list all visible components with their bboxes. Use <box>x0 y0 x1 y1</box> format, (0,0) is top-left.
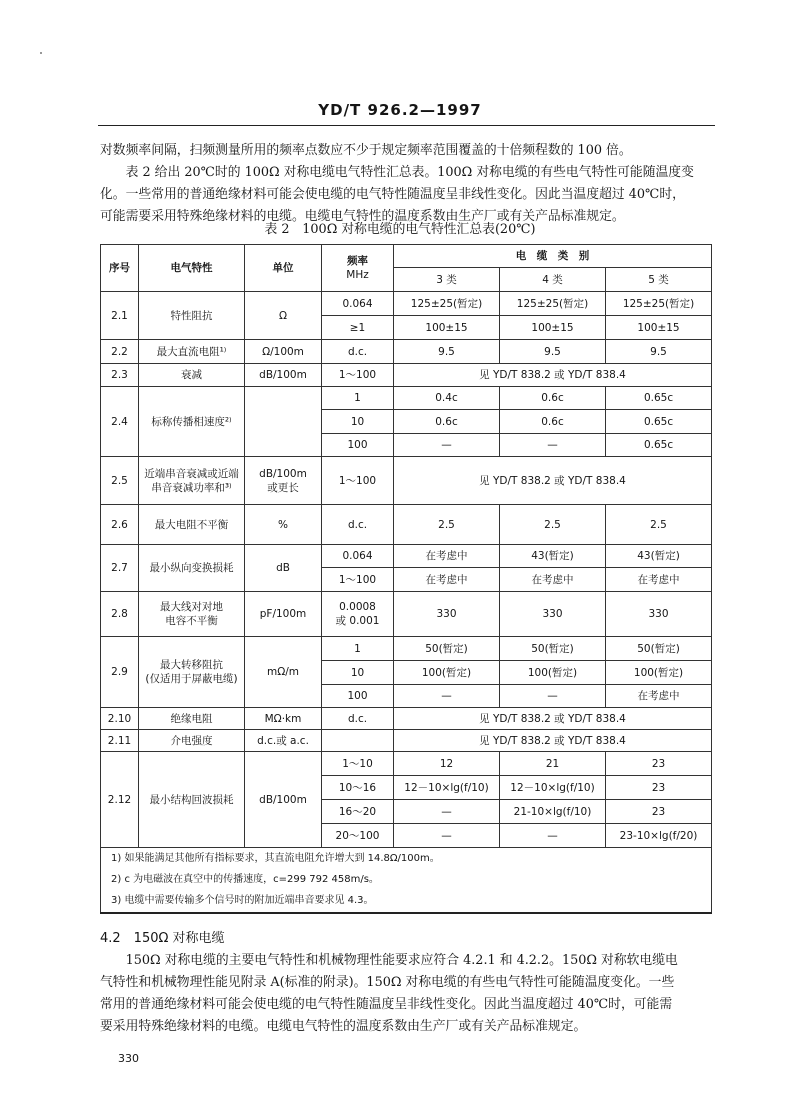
cat3-cell: 0.6c <box>394 410 500 434</box>
cat3-cell: 0.4c <box>394 387 500 410</box>
frequency-cell: 0.064 <box>322 545 394 568</box>
cat4-cell: 125±25(暂定) <box>500 292 606 316</box>
header-cat3: 3 类 <box>394 268 500 292</box>
header-divider <box>98 125 715 126</box>
property-unit: mΩ/m <box>245 637 322 708</box>
property-name: 特性阻抗 <box>139 292 245 340</box>
property-unit: MΩ·km <box>245 708 322 730</box>
section-paragraph <box>100 950 712 1038</box>
header-frequency <box>322 245 394 292</box>
cat5-cell: 0.65c <box>606 434 712 457</box>
frequency-cell: d.c. <box>322 708 394 730</box>
frequency-line: 0.0008 <box>339 601 376 613</box>
frequency-cell: d.c. <box>322 340 394 364</box>
property-unit <box>245 387 322 457</box>
cat4-cell: 21 <box>500 752 606 776</box>
cat5-cell: 在考虑中 <box>606 568 712 592</box>
cat5-cell: 在考虑中 <box>606 685 712 708</box>
cat4-cell: 0.6c <box>500 410 606 434</box>
row-number: 2.8 <box>101 592 139 637</box>
frequency-cell: ≥1 <box>322 316 394 340</box>
frequency-cell: 100 <box>322 685 394 708</box>
intro-paragraph <box>100 140 712 162</box>
row-number: 2.3 <box>101 364 139 387</box>
frequency-cell: 100 <box>322 434 394 457</box>
cat3-cell: 在考虑中 <box>394 568 500 592</box>
property-unit: pF/100m <box>245 592 322 637</box>
cat3-cell: — <box>394 800 500 824</box>
cat4-cell: 100(暂定) <box>500 661 606 685</box>
table-intro-paragraph <box>100 162 712 228</box>
property-name: 标称传播相速度²⁾ <box>139 387 245 457</box>
cat4-cell: 0.6c <box>500 387 606 410</box>
frequency-cell <box>322 592 394 637</box>
property-name-line: (仅适用于屏蔽电缆) <box>145 673 238 685</box>
property-name: 最大电阻不平衡 <box>139 505 245 545</box>
frequency-cell: 1 <box>322 387 394 410</box>
cat5-cell: 23 <box>606 752 712 776</box>
section-heading: 4.2 150Ω 对称电缆 <box>100 931 225 946</box>
paragraph-line: 可能需要采用特殊绝缘材料的电缆。电缆电气特性的温度系数由生产厂或有关产品标准规定。 <box>100 209 625 224</box>
paragraph-line: 常用的普通绝缘材料可能会使电缆的电气特性随温度呈非线性变化。因此当温度超过 40℃时，可能需 <box>100 997 673 1012</box>
row-number: 2.6 <box>101 505 139 545</box>
cat3-cell: 100±15 <box>394 316 500 340</box>
frequency-cell: 1～100 <box>322 364 394 387</box>
cat5-cell: 100±15 <box>606 316 712 340</box>
cat4-cell: 12－10×lg(f/10) <box>500 776 606 800</box>
frequency-cell: d.c. <box>322 505 394 545</box>
property-unit: dB/100m <box>245 364 322 387</box>
cat3-cell: 50(暂定) <box>394 637 500 661</box>
cat3-cell: 100(暂定) <box>394 661 500 685</box>
cat4-cell: 50(暂定) <box>500 637 606 661</box>
row-number: 2.2 <box>101 340 139 364</box>
property-name <box>139 637 245 708</box>
cat3-cell: 125±25(暂定) <box>394 292 500 316</box>
paragraph-line: 化。一些常用的普通绝缘材料可能会使电缆的电气特性随温度呈非线性变化。因此当温度超过 40℃时， <box>100 187 685 202</box>
property-name-line: 串音衰减功率和³⁾ <box>151 481 232 494</box>
table-footnote: 1) 如果能满足其他所有指标要求，其直流电阻允许增大到 14.8Ω/100m。 <box>101 848 712 870</box>
property-name-line: 最大转移阻抗 <box>160 659 223 671</box>
property-unit: Ω <box>245 292 322 340</box>
reference-cell: 见 YD/T 838.2 或 YD/T 838.4 <box>394 364 712 387</box>
property-unit: % <box>245 505 322 545</box>
unit-line: 或更长 <box>267 481 299 494</box>
property-unit: d.c.或 a.c. <box>245 730 322 752</box>
cat5-cell: 50(暂定) <box>606 637 712 661</box>
row-number: 2.1 <box>101 292 139 340</box>
header-frequency-label: 频率 <box>347 255 368 267</box>
frequency-cell: 1～100 <box>322 457 394 505</box>
cat5-cell: 0.65c <box>606 410 712 434</box>
frequency-cell: 10 <box>322 410 394 434</box>
paragraph-line: 要采用特殊绝缘材料的电缆。电缆电气特性的温度系数由生产厂或有关产品标准规定。 <box>100 1019 587 1034</box>
paragraph-line: 气特性和机械物理性能见附录 A(标准的附录)。150Ω 对称电缆的有些电气特性可能随温度变化。一些 <box>100 975 675 990</box>
cat5-cell: 2.5 <box>606 505 712 545</box>
cat4-cell: 100±15 <box>500 316 606 340</box>
cat3-cell: — <box>394 824 500 848</box>
cat4-cell: — <box>500 434 606 457</box>
paragraph-line: 150Ω 对称电缆的主要电气特性和机械物理性能要求应符合 4.2.1 和 4.2.2。150Ω 对称软电缆电 <box>100 953 678 968</box>
row-number: 2.9 <box>101 637 139 708</box>
header-cable-category: 电 缆 类 别 <box>394 245 712 268</box>
reference-cell: 见 YD/T 838.2 或 YD/T 838.4 <box>394 457 712 505</box>
paragraph-line: 对数频率间隔，扫频测量所用的频率点数应不少于规定频率范围覆盖的十倍频程数的 100 倍。 <box>100 143 632 158</box>
row-number: 2.5 <box>101 457 139 505</box>
cat3-cell: 330 <box>394 592 500 637</box>
cat4-cell: 43(暂定) <box>500 545 606 568</box>
row-number: 2.7 <box>101 545 139 592</box>
cat4-cell: 21-10×lg(f/10) <box>500 800 606 824</box>
cat4-cell: 在考虑中 <box>500 568 606 592</box>
cat3-cell: — <box>394 434 500 457</box>
header-cat4: 4 类 <box>500 268 606 292</box>
cat5-cell: 23 <box>606 776 712 800</box>
paragraph-line: 表 2 给出 20℃时的 100Ω 对称电缆电气特性汇总表。100Ω 对称电缆的有些电气特性可能随温度变 <box>100 165 694 180</box>
row-number: 2.4 <box>101 387 139 457</box>
property-name <box>139 592 245 637</box>
table-footnote: 3) 电缆中需要传输多个信号时的附加近端串音要求见 4.3。 <box>101 891 712 913</box>
cat5-cell: 23-10×lg(f/20) <box>606 824 712 848</box>
frequency-cell: 1～10 <box>322 752 394 776</box>
frequency-line: 或 0.001 <box>335 615 380 627</box>
cat5-cell: 23 <box>606 800 712 824</box>
cat3-cell: 12－10×lg(f/10) <box>394 776 500 800</box>
cat4-cell: 9.5 <box>500 340 606 364</box>
cat5-cell: 9.5 <box>606 340 712 364</box>
cat5-cell: 0.65c <box>606 387 712 410</box>
row-number: 2.11 <box>101 730 139 752</box>
cat4-cell: — <box>500 685 606 708</box>
electrical-characteristics-table <box>100 244 712 914</box>
cat3-cell: 2.5 <box>394 505 500 545</box>
frequency-cell: 0.064 <box>322 292 394 316</box>
property-name-line: 近端串音衰减或近端 <box>144 467 239 480</box>
property-unit: Ω/100m <box>245 340 322 364</box>
reference-cell: 见 YD/T 838.2 或 YD/T 838.4 <box>394 730 712 752</box>
frequency-cell: 10～16 <box>322 776 394 800</box>
cat5-cell: 125±25(暂定) <box>606 292 712 316</box>
header-unit: 单位 <box>245 245 322 292</box>
frequency-cell: 10 <box>322 661 394 685</box>
cat5-cell: 330 <box>606 592 712 637</box>
frequency-cell: 16～20 <box>322 800 394 824</box>
header-seq: 序号 <box>101 245 139 292</box>
property-name: 最大直流电阻¹⁾ <box>139 340 245 364</box>
cat3-cell: 9.5 <box>394 340 500 364</box>
header-frequency-unit: MHz <box>346 269 369 281</box>
property-name: 最小纵向变换损耗 <box>139 545 245 592</box>
property-name: 最小结构回波损耗 <box>139 752 245 848</box>
cat3-cell: 12 <box>394 752 500 776</box>
unit-line: dB/100m <box>259 467 307 480</box>
row-number: 2.10 <box>101 708 139 730</box>
cat5-cell: 43(暂定) <box>606 545 712 568</box>
frequency-cell <box>322 730 394 752</box>
property-name <box>139 457 245 505</box>
cat3-cell: 在考虑中 <box>394 545 500 568</box>
property-name: 绝缘电阻 <box>139 708 245 730</box>
scan-speck <box>40 52 42 54</box>
document-code-header: YD/T 926.2—1997 <box>318 101 482 119</box>
property-unit <box>245 457 322 505</box>
header-cat5: 5 类 <box>606 268 712 292</box>
row-number: 2.12 <box>101 752 139 848</box>
cat4-cell: 330 <box>500 592 606 637</box>
cat4-cell: 2.5 <box>500 505 606 545</box>
property-unit: dB <box>245 545 322 592</box>
frequency-cell: 20～100 <box>322 824 394 848</box>
property-name-line: 电容不平衡 <box>165 615 218 627</box>
frequency-cell: 1～100 <box>322 568 394 592</box>
reference-cell: 见 YD/T 838.2 或 YD/T 838.4 <box>394 708 712 730</box>
property-name: 衰减 <box>139 364 245 387</box>
cat3-cell: — <box>394 685 500 708</box>
table-footnote: 2) c 为电磁波在真空中的传播速度，c=299 792 458m/s。 <box>101 870 712 891</box>
property-unit: dB/100m <box>245 752 322 848</box>
table-caption: 表 2 100Ω 对称电缆的电气特性汇总表(20℃) <box>264 222 536 237</box>
cat5-cell: 100(暂定) <box>606 661 712 685</box>
property-name: 介电强度 <box>139 730 245 752</box>
cat4-cell: — <box>500 824 606 848</box>
header-property: 电气特性 <box>139 245 245 292</box>
frequency-cell: 1 <box>322 637 394 661</box>
property-name-line: 最大线对对地 <box>160 601 223 613</box>
page-number: 330 <box>118 1052 139 1065</box>
